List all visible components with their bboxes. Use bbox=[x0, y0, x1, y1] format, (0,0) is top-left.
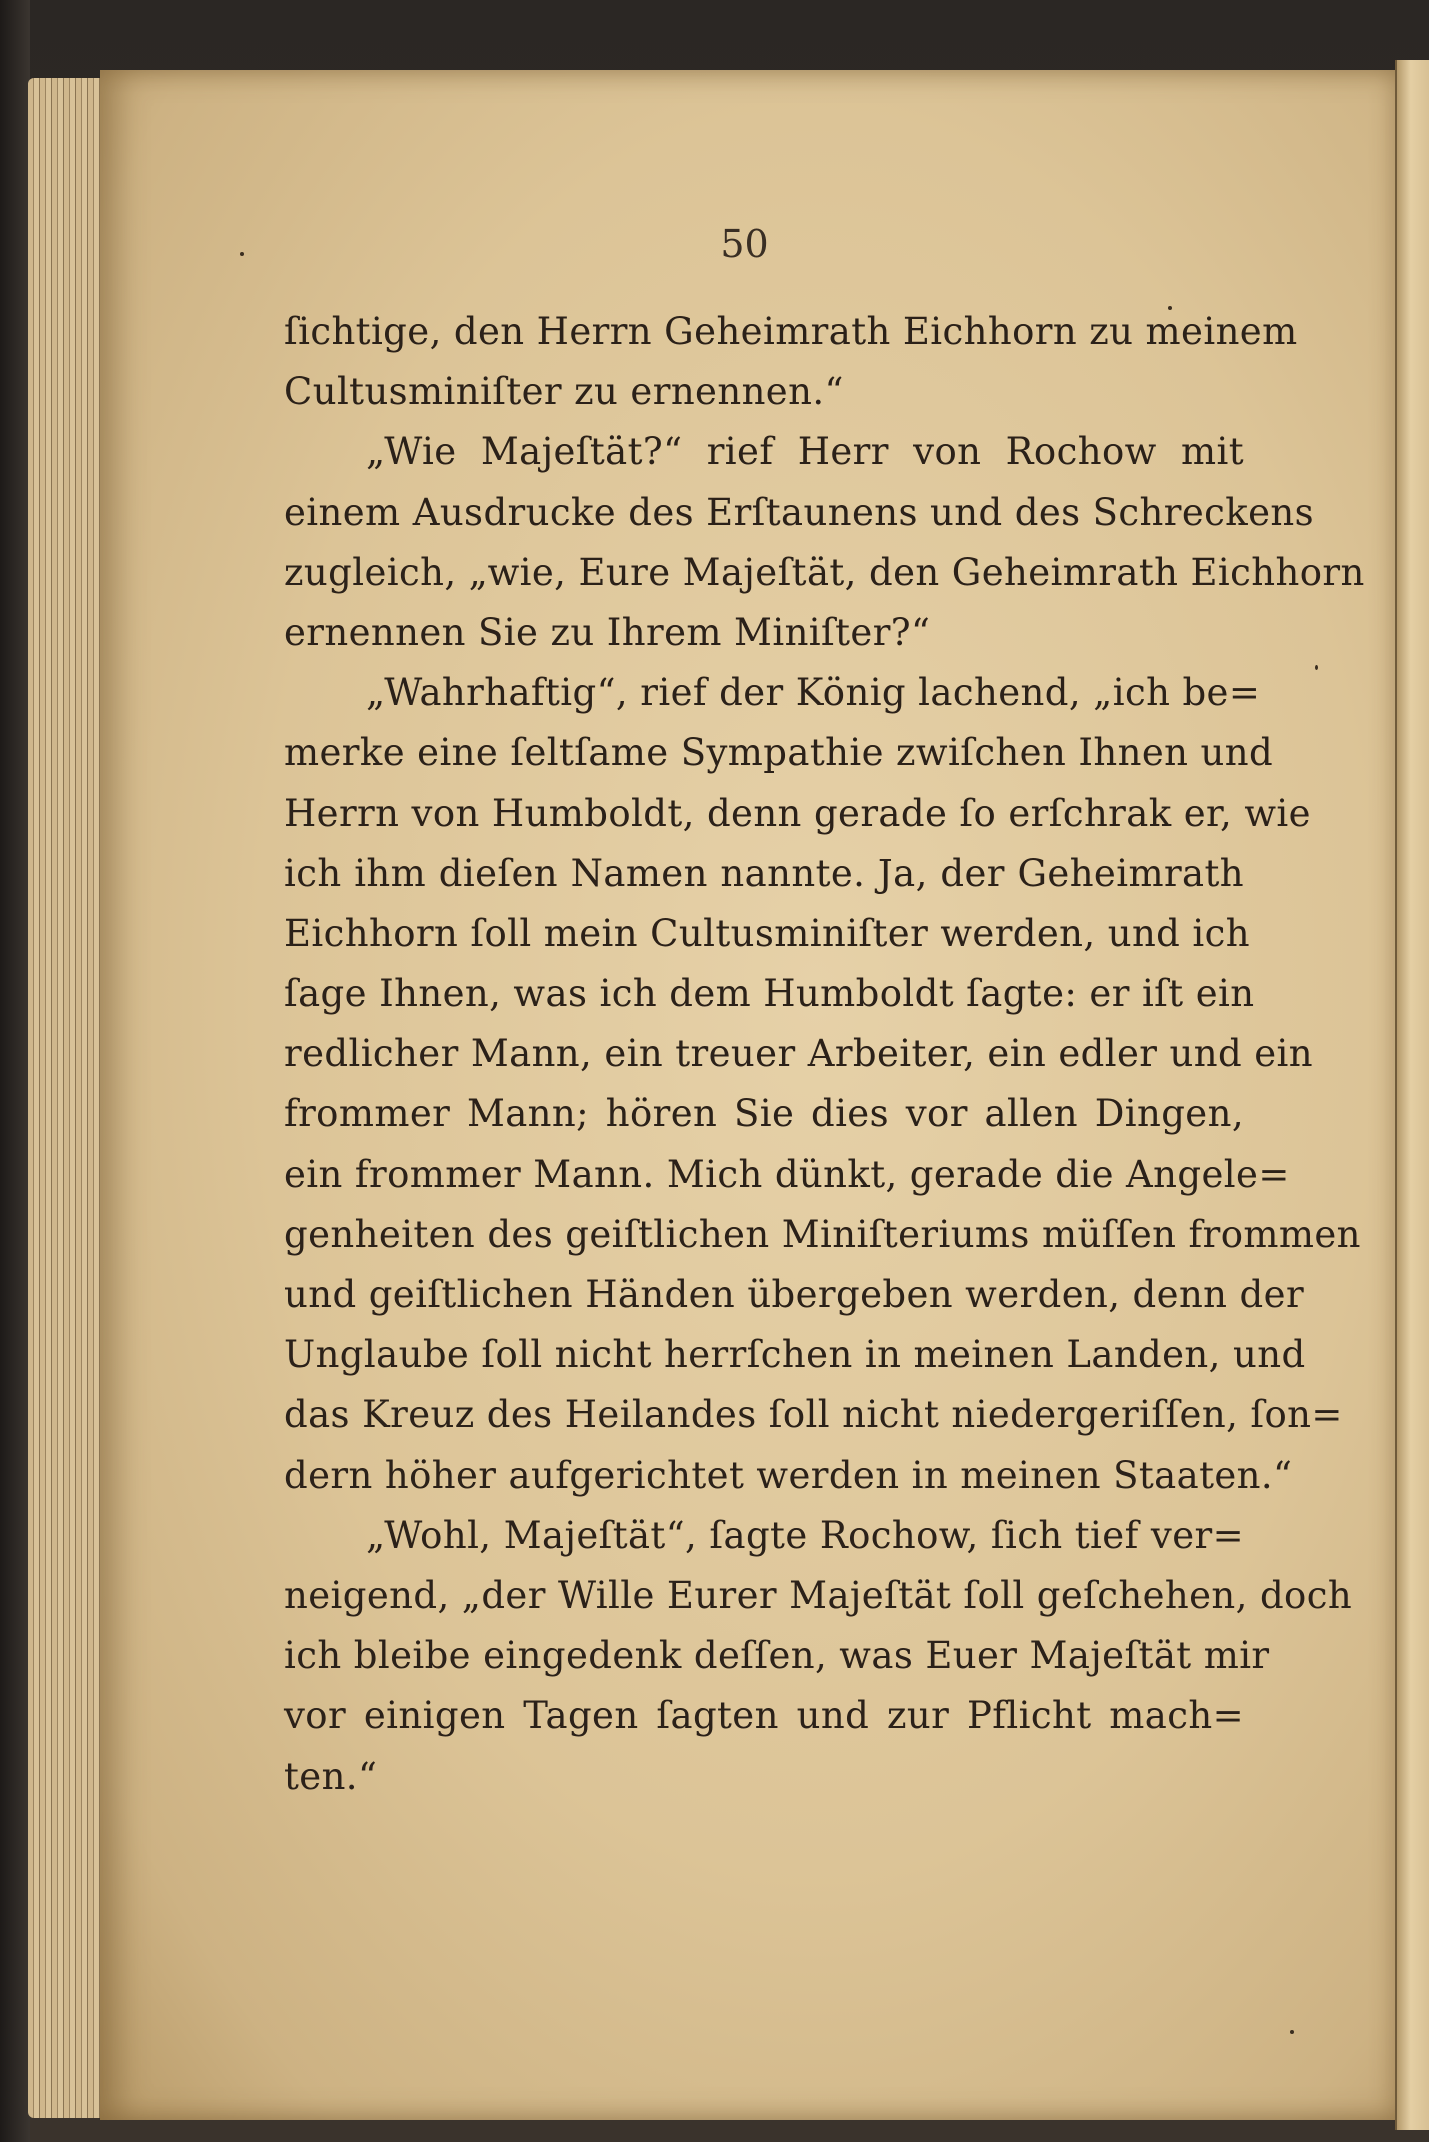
text-line: Eichhorn ſoll mein Cultusminiſter werden, und ich bbox=[284, 911, 1251, 955]
text-line: ein frommer Mann. Mich dünkt, gerade die Angele= bbox=[284, 1152, 1290, 1196]
text-line: ſichtige, den Herrn Geheimrath Eichhorn zu meinem bbox=[284, 310, 1298, 353]
paper-speck bbox=[1315, 665, 1318, 670]
text-line: ernennen Sie zu Ihrem Miniſter?“ bbox=[284, 610, 931, 654]
paper-speck bbox=[1290, 2030, 1294, 2034]
facing-page-edge bbox=[1395, 60, 1429, 2130]
text-line: „Wie Majeſtät?“ rief Herr von Rochow mit bbox=[366, 430, 1244, 474]
text-line: ich bleibe eingedenk deſſen, was Euer Majeſtät mir bbox=[284, 1634, 1270, 1678]
text-line: ich ihm dieſen Namen nannte. Ja, der Geheimrath bbox=[284, 851, 1244, 895]
text-line: einem Ausdrucke des Erſtaunens und des Schreckens bbox=[284, 490, 1314, 534]
text-line: zugleich, „wie, Eure Majeſtät, den Geheimrath Eichhorn bbox=[284, 550, 1365, 594]
text-line: Unglaube ſoll nicht herrſchen in meinen Landen, und bbox=[284, 1333, 1306, 1377]
text-line: „Wohl, Majeſtät“, ſagte Rochow, ſich tief ver= bbox=[366, 1513, 1244, 1557]
text-line: frommer Mann; hören Sie dies vor allen Dingen, bbox=[284, 1092, 1244, 1136]
text-line: „Wahrhaftig“, rief der König lachend, „ich be= bbox=[366, 671, 1261, 715]
text-line: vor einigen Tagen ſagten und zur Pflicht mach= bbox=[284, 1694, 1244, 1738]
text-line: dern höher aufgerichtet werden in meinen Staaten.“ bbox=[284, 1453, 1293, 1497]
text-line: ſage Ihnen, was ich dem Humboldt ſagte: er iſt ein bbox=[284, 972, 1255, 1016]
text-line: redlicher Mann, ein treuer Arbeiter, ein edler und ein bbox=[284, 1032, 1313, 1076]
text-line: merke eine ſeltſame Sympathie zwiſchen Ihnen und bbox=[284, 731, 1274, 775]
text-line: Cultusminiſter zu ernennen.“ bbox=[284, 370, 844, 414]
page-number: 50 bbox=[720, 222, 769, 266]
text-line: Herrn von Humboldt, denn gerade ſo erſchrak er, wie bbox=[284, 791, 1311, 835]
text-line: neigend, „der Wille Eurer Majeſtät ſoll geſchehen, doch bbox=[284, 1573, 1353, 1617]
text-line: und geiſtlichen Händen übergeben werden, denn der bbox=[284, 1273, 1305, 1316]
book-cover-edge bbox=[0, 0, 30, 2142]
text-line: das Kreuz des Heilandes ſoll nicht niedergeriſſen, ſon= bbox=[284, 1393, 1343, 1437]
text-line: genheiten des geiſtlichen Miniſteriums müſſen frommen bbox=[284, 1212, 1361, 1256]
text-line: ten.“ bbox=[284, 1754, 378, 1798]
body-text bbox=[284, 302, 1365, 1807]
